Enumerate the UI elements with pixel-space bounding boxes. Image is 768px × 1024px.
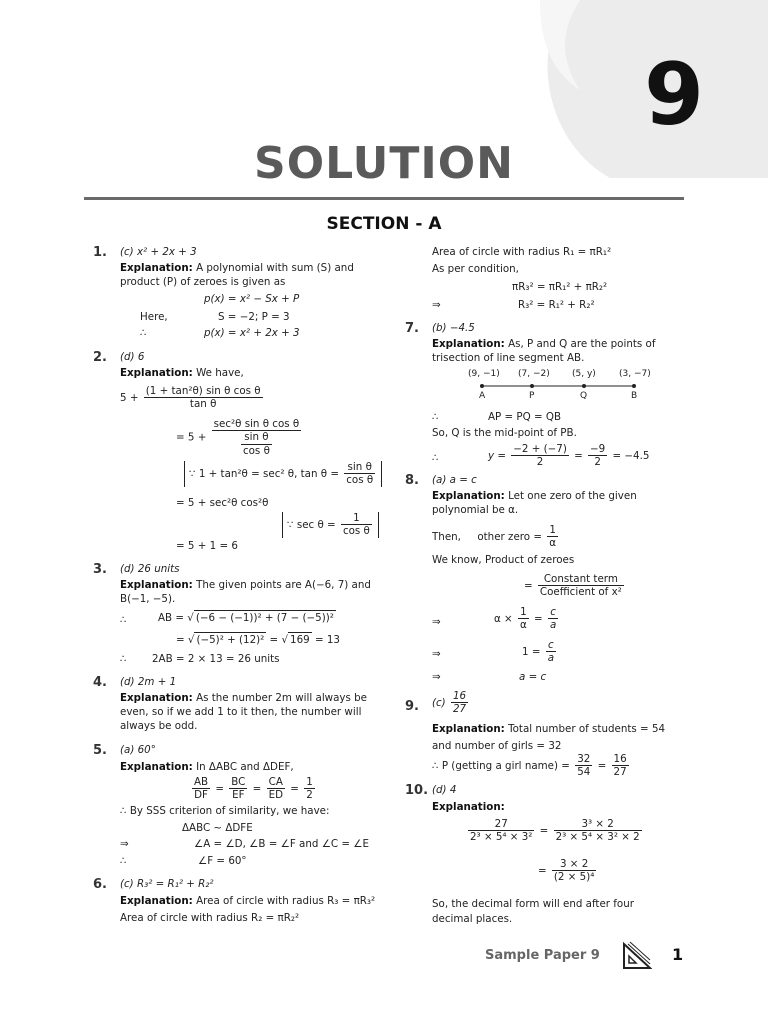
point-label: A [479, 391, 486, 401]
equation: ∠F = 60° [198, 855, 247, 867]
explanation-text: trisection of line segment AB. [432, 352, 585, 364]
answer-option: (d) 26 units [120, 563, 180, 575]
answer-option: (a) a = c [432, 474, 477, 486]
implies-symbol: ⇒ [432, 671, 441, 683]
question-number: 9. [405, 699, 419, 714]
answer-option: (c) x² + 2x + 3 [120, 246, 197, 258]
explanation-text: Explanation: Let one zero of the given [432, 490, 637, 502]
question-number: 10. [405, 783, 429, 798]
answer-option: (d) 6 [120, 351, 145, 363]
question-number: 7. [405, 321, 419, 336]
point-label: P [529, 391, 535, 401]
page-title: SOLUTION [254, 138, 514, 189]
point-label: B [631, 391, 638, 401]
answer-option: (a) 60° [120, 744, 156, 756]
equation: $\frac{27}{\text{2³ × 5⁴ × 3²}}$ = $\frac{\text{3³ × 2}}{\text{2³ × 5⁴ × 3² × 2}}$ [470, 818, 640, 844]
chapter-number: 9 [644, 45, 704, 145]
question-number: 4. [93, 675, 107, 690]
explanation-text: Explanation: Area of circle with radius R₃ = πR₃² [120, 895, 376, 907]
explanation-text: Explanation: The given points are A(−6, 7) and [120, 579, 371, 591]
explanation-text: polynomial be α. [432, 504, 519, 516]
equation: ∠A = ∠D, ∠B = ∠F and ∠C = ∠E [194, 838, 370, 850]
explanation-text: Area of circle with radius R₁ = πR₁² [432, 246, 612, 258]
explanation-text: product (P) of zeroes is given as [120, 276, 286, 288]
bracket-note: ∵ 1 + tan²θ = sec² θ, tan θ = $\frac{\text{sin θ}}{\text{cos θ}}$ [184, 461, 382, 487]
point-label: Q [580, 391, 588, 401]
answer-option: (d) 4 [432, 784, 457, 796]
footer-label: Sample Paper 9 [485, 948, 600, 963]
explanation-text: Explanation: Total number of students = 54 [432, 723, 666, 735]
question-number: 8. [405, 473, 419, 488]
explanation-text: decimal places. [432, 913, 513, 925]
explanation-text: ∴ By SSS criterion of similarity, we have: [120, 805, 330, 817]
answer-option: (c) R₃² = R₁² + R₂² [120, 878, 214, 890]
equation: α × $\frac{1}{\alpha}$ = $\frac{c}{a}$ [494, 606, 557, 632]
implies-symbol: ⇒ [120, 838, 129, 850]
equation: = $\frac{3 \times 2}{\text{(2 × 5)⁴}}$ [538, 858, 595, 884]
equation: = 5 + $\frac{\text{sec²θ sin θ cos θ}}{\frac{\text{sin θ}}{\text{cos θ}}}$ [176, 418, 300, 457]
explanation-text: Then, other zero = $\frac{1}{\alpha}$ [432, 524, 557, 550]
explanation-text: Explanation: We have, [120, 367, 244, 379]
question-number: 6. [93, 877, 107, 892]
answer-option: (d) 2m + 1 [120, 676, 177, 688]
point-coord: (5, y) [572, 369, 596, 379]
explanation-text: So, the decimal form will end after four [432, 898, 634, 910]
equation: a = c [519, 671, 547, 683]
explanation-text: always be odd. [120, 720, 198, 732]
equation: = √ (−5)² + (12)² = √ 169 = 13 [176, 634, 340, 646]
equation: 1 = $\frac{c}{a}$ [522, 639, 555, 665]
right-column [384, 0, 768, 1024]
equation-label: Here, [140, 311, 168, 323]
explanation-text: As per condition, [432, 263, 519, 275]
explanation-label: Explanation: [120, 262, 193, 274]
answer-option: (b) −4.5 [432, 322, 475, 334]
equation: 5 + $\frac{\text{(1 + tan²θ) sin θ cos θ}}{\text{tan θ}}$ [120, 385, 261, 411]
question-number: 1. [93, 245, 107, 260]
therefore-symbol: ∴ [120, 653, 127, 665]
therefore-symbol: ∴ [432, 411, 439, 423]
explanation-text: Explanation: As, P and Q are the points of [432, 338, 656, 350]
explanation-text: B(−1, −5). [120, 593, 176, 605]
explanation-text: Explanation: [432, 801, 505, 813]
therefore-symbol: ∴ [120, 855, 127, 867]
answer-option: (c) $\frac{16}{27}$ [432, 690, 467, 716]
explanation-text: Area of circle with radius R₂ = πR₂² [120, 912, 300, 924]
equation: AP = PQ = QB [488, 411, 562, 423]
implies-symbol: ⇒ [432, 616, 441, 628]
equation: πR₃² = πR₁² + πR₂² [512, 281, 608, 293]
implies-symbol: ⇒ [432, 299, 441, 311]
equation: ∴ P (getting a girl name) = $\frac{32}{54}$ = $\frac{16}{27}$ [432, 753, 627, 779]
explanation-text: and number of girls = 32 [432, 740, 562, 752]
equation: y = $\frac{-2 + (-7)}{2}$ = $\frac{-9}{2}$ = −4.5 [488, 443, 650, 469]
segment-diagram [464, 368, 664, 404]
equation: = $\frac{\text{Constant term}}{\text{Coefficient of x²}}$ [524, 573, 622, 599]
explanation-text: So, Q is the mid-point of PB. [432, 427, 577, 439]
ratio-equation: $\frac{AB}{DF}$ = $\frac{BC}{EF}$ = $\frac{CA}{ED}$ = $\frac{1}{2}$ [194, 776, 313, 802]
implies-symbol: ⇒ [432, 648, 441, 660]
equation: 2AB = 2 × 13 = 26 units [152, 653, 280, 665]
point-coord: (7, −2) [518, 369, 550, 379]
equation: ΔABC ~ ΔDFE [182, 822, 253, 834]
explanation-text: Explanation: A polynomial with sum (S) and [120, 262, 354, 274]
section-heading: SECTION - A [326, 214, 442, 234]
equation: = 5 + 1 = 6 [176, 540, 238, 552]
equation: AB = √ (−6 − (−1))² + (7 − (−5))² [158, 612, 334, 624]
ruler-triangle-icon [622, 940, 652, 970]
question-number: 2. [93, 350, 107, 365]
therefore-symbol: ∴ [120, 614, 127, 626]
equation: p(x) = x² + 2x + 3 [204, 327, 300, 339]
explanation-text: Explanation: As the number 2m will always be [120, 692, 368, 704]
equation: S = −2; P = 3 [218, 311, 290, 323]
therefore-symbol: ∴ [140, 327, 147, 339]
point-coord: (3, −7) [619, 369, 651, 379]
question-number: 3. [93, 562, 107, 577]
point-coord: (9, −1) [468, 369, 500, 379]
question-number: 5. [93, 743, 107, 758]
explanation-text: We know, Product of zeroes [432, 554, 575, 566]
bracket-note: ∵ sec θ = $\frac{1}{\text{cos θ}}$ [282, 512, 379, 538]
therefore-symbol: ∴ [432, 452, 439, 464]
page-number: 1 [672, 945, 684, 964]
explanation-text: Explanation: In ΔABC and ΔDEF, [120, 761, 294, 773]
equation: R₃² = R₁² + R₂² [518, 299, 595, 311]
explanation-text: even, so if we add 1 to it then, the number will [120, 706, 362, 718]
equation: = 5 + sec²θ cos²θ [176, 497, 269, 509]
equation: p(x) = x² − Sx + P [204, 293, 300, 305]
